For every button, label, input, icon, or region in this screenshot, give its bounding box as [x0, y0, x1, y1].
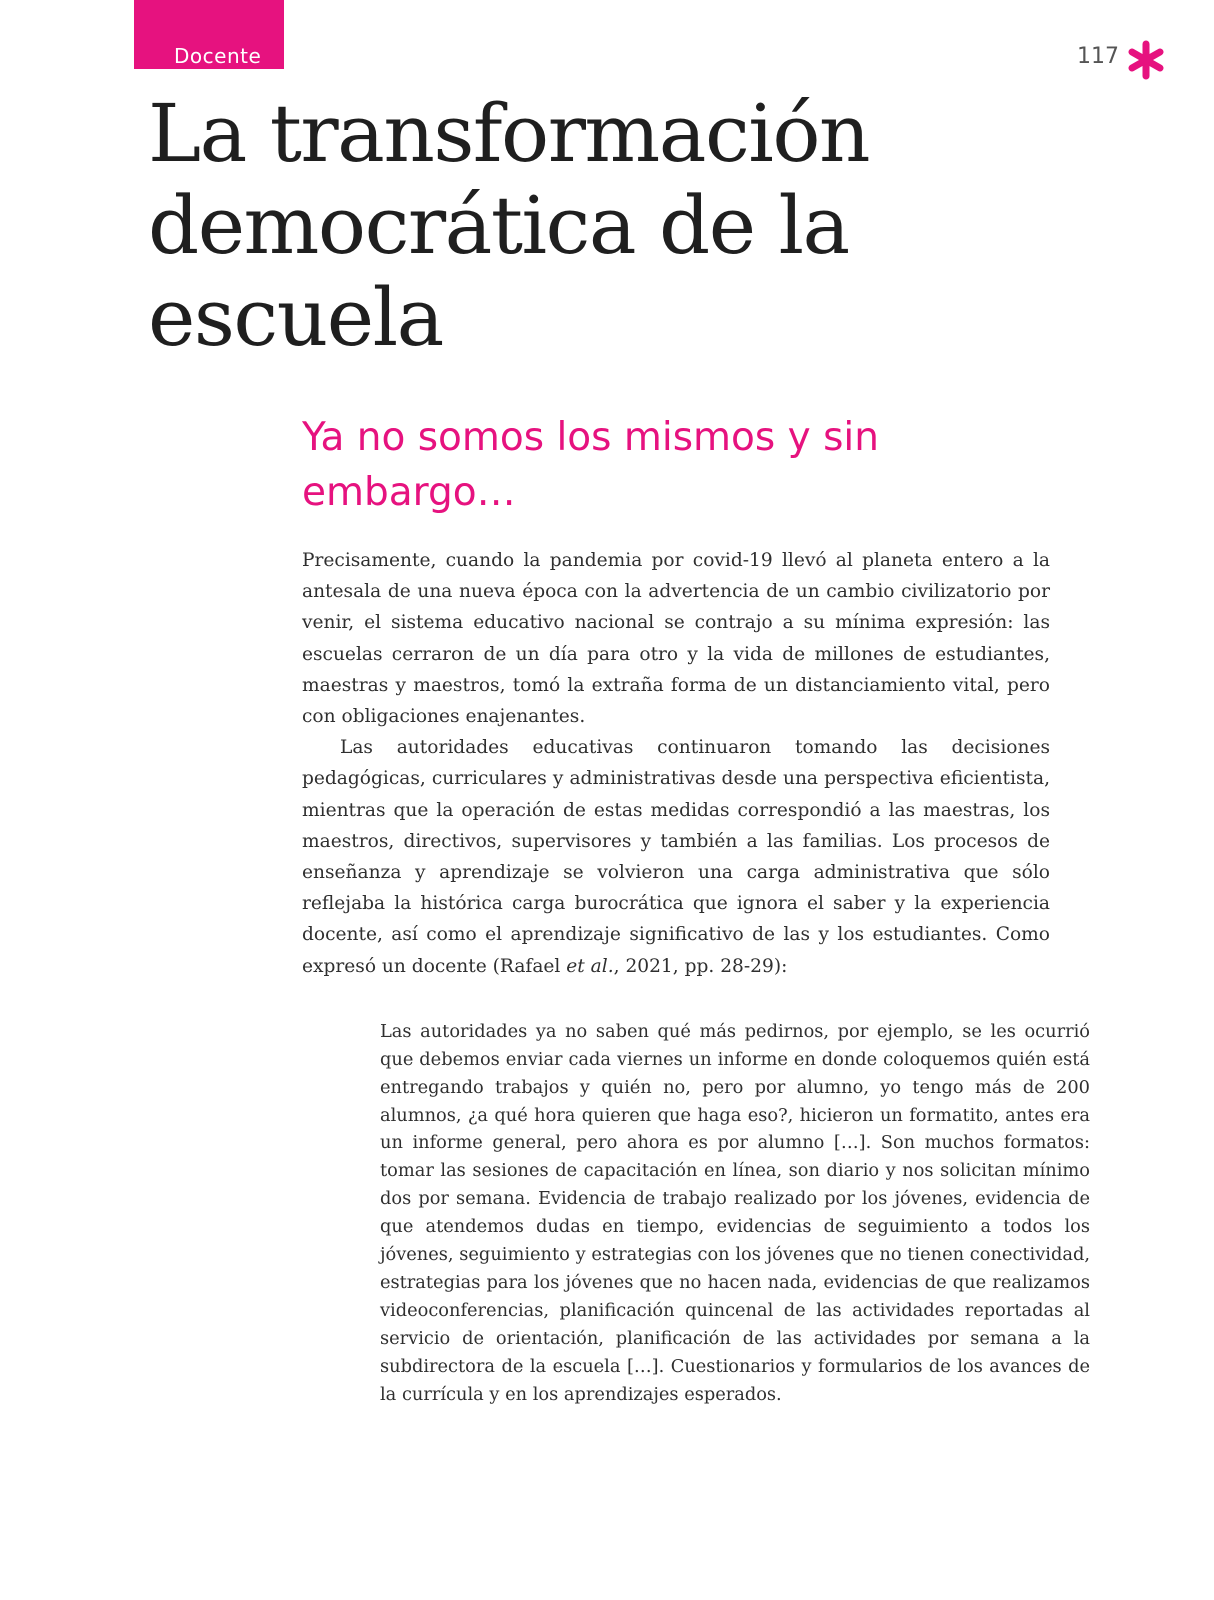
section-subtitle: Ya no somos los mismos y sin embargo…	[302, 415, 879, 515]
asterisk-icon	[1126, 40, 1166, 80]
section-label: Docente	[174, 44, 262, 68]
section-tab	[134, 0, 284, 69]
citation-rest: , 2021, pp. 28-29):	[613, 955, 788, 977]
page-title: La transformación democrática de la escuela	[148, 87, 870, 364]
paragraph-2	[302, 732, 1050, 982]
paragraph-1: Precisamente, cuando la pandemia por covid-19 llevó al planeta entero a la antesala de una nueva época con la advertencia de un cambio civilizatorio por venir, el sistema educativo nacional se contrajo a su mínima expresión: las escuelas cerraron de un día para otro y la vida de millones de estudiantes, maestras y maestros, tomó la extraña forma de un distanciamiento vital, pero con obligaciones enajenantes.	[302, 550, 1050, 728]
citation-italic: et al.	[566, 955, 614, 977]
block-quote	[380, 1018, 1090, 1409]
body-text	[302, 545, 1050, 982]
page-number: 117	[1077, 44, 1119, 69]
paragraph-2-text: Las autoridades educativas continuaron tomando las decisiones pedagógicas, curriculares y administrativas desde una perspectiva eficientista, mientras que la operación de estas medidas correspondió a las maestras, los maestros, directivos, supervisores y también a las familias. Los procesos de enseñanza y aprendizaje se volvieron una carga administrativa que sólo reflejaba la histórica carga burocrática que ignora el saber y la experiencia docente, así como el aprendizaje significativo de las y los estudiantes. Como expresó un docente (Rafael	[302, 737, 1050, 977]
quote-text: Las autoridades ya no saben qué más pedirnos, por ejemplo, se les ocurrió que debemos enviar cada viernes un informe en donde coloquemos quién está entregando trabajos y quién no, pero por alumno, yo tengo más de 200 alumnos, ¿a qué hora quieren que haga eso?, hicieron un formatito, antes era un informe general, pero ahora es por alumno […]. Son muchos formatos: tomar las sesiones de capacitación en línea, son diario y nos solicitan mínimo dos por semana. Evidencia de trabajo realizado por los jóvenes, evidencia de que atendemos dudas en tiempo, evidencias de seguimiento a todos los jóvenes, seguimiento y estrategias con los jóvenes que no tienen conectividad, estrategias para los jóvenes que no hacen nada, evidencias de que realizamos videoconferencias, planificación quincenal de las actividades reportadas al servicio de orientación, planificación de las actividades por semana a la subdirectora de la escuela […]. Cuestionarios y formularios de los avances de la currícula y en los aprendizajes esperados.	[380, 1020, 1090, 1405]
